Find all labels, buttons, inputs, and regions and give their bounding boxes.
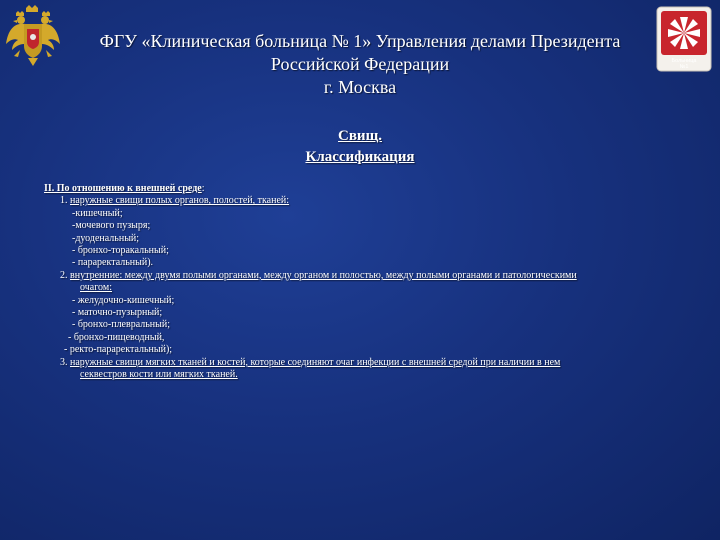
item-2-continuation — [44, 282, 684, 294]
header-line-2: Российской Федерации — [270, 54, 450, 74]
slide-title — [200, 126, 520, 168]
list-item: -дуоденальный; — [72, 232, 140, 244]
list-item: - маточно-пузырный; — [72, 307, 163, 319]
logo-caption — [656, 58, 712, 70]
slide-header — [70, 30, 650, 99]
item-2 — [44, 270, 684, 282]
item-1 — [44, 195, 684, 207]
logo-caption-line1: Больница — [671, 58, 697, 64]
item-3-text: наружные свищи мягких тканей и костей, которые соединяют очаг инфекции с внешней средой при наличии в нем — [70, 356, 561, 368]
title-line-2: Классификация — [305, 149, 415, 165]
list-item: - параректальный). — [72, 257, 154, 269]
item-1-text: наружные свищи полых органов, полостей, тканей: — [70, 195, 290, 207]
classification-content — [44, 183, 684, 382]
section-heading — [44, 183, 684, 195]
list-item: -кишечный; — [72, 207, 123, 219]
item-3-continuation — [44, 369, 684, 381]
logo-caption-line2: №1 — [679, 64, 689, 70]
list-item: - бронхо-торакальный; — [72, 245, 169, 257]
list-item: - бронхо-пищеводный, — [68, 331, 165, 343]
list-item: - желудочно-кишечный; — [72, 294, 175, 306]
item-3 — [44, 357, 684, 369]
item-3-number: 3. — [60, 356, 70, 368]
list-item: - ректо-параректальный); — [64, 344, 173, 356]
item-2-text: внутренние: между двумя полыми органами, между органом и полостью, между полыми органами и патологическими — [70, 269, 577, 281]
coat-of-arms-icon — [4, 4, 62, 68]
header-line-3: г. Москва — [323, 77, 397, 97]
section-heading-suffix: : — [201, 183, 205, 194]
hospital-logo — [656, 6, 712, 72]
item-1-number: 1. — [60, 195, 70, 207]
header-line-1: ФГУ «Клиническая больница № 1» Управления делами Президента — [99, 31, 621, 51]
title-line-1: Свищ. — [338, 128, 382, 144]
section-heading-text: II. По отношению к внешней среде — [44, 183, 202, 194]
list-item: - бронхо-плевральный; — [72, 319, 170, 331]
item-2-text-cont: очагом: — [80, 282, 112, 294]
item-2-number: 2. — [60, 269, 70, 281]
item-3-text-cont: секвестров кости или мягких тканей. — [80, 369, 238, 381]
list-item: -мочевого пузыря; — [72, 220, 151, 232]
